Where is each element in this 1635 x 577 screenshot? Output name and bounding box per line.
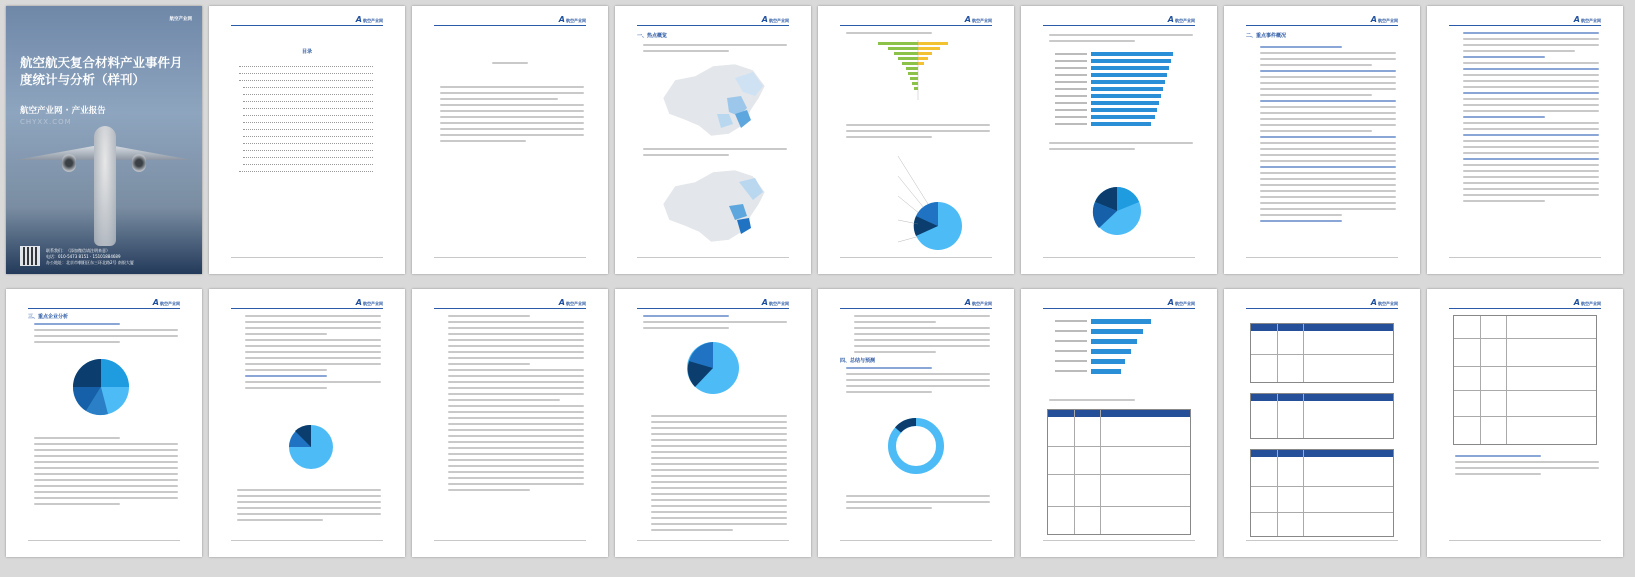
analysis-page-3[interactable] — [412, 289, 608, 557]
table-page-2[interactable] — [1224, 289, 1420, 557]
brand-logo: A航空产业网 — [355, 298, 383, 307]
cover-title: 航空航天复合材料产业事件月度统计与分析（样刊） — [20, 55, 183, 87]
events-table-3 — [1250, 393, 1394, 439]
section-events: 二、重点事件概况 — [1246, 33, 1287, 39]
airplane-fuselage — [94, 126, 116, 246]
brand-logo: A航空产业网 — [761, 15, 789, 24]
table-page-3[interactable] — [1427, 289, 1623, 557]
pie-chart-1 — [858, 146, 978, 256]
stats-page-1[interactable] — [818, 6, 1014, 274]
china-map-2 — [655, 164, 771, 246]
toc-title: 目录 — [301, 49, 312, 55]
cover-contact: 联系我们：（添加微信请注明来意） 电话：010-5473 8151 · 15101884689 办公地址：北京市朝阳区东三环北路2号 南银大厦 — [46, 248, 134, 265]
events-table-2 — [1250, 323, 1394, 383]
summary-page[interactable] — [818, 289, 1014, 557]
brand-logo: A航空产业网 — [964, 298, 992, 307]
section-overview: 一、热点概览 — [637, 33, 668, 39]
intro-page[interactable] — [412, 6, 608, 274]
brand-logo: A航空产业网 — [1573, 298, 1601, 307]
qr-code — [20, 246, 40, 266]
toc-page[interactable] — [209, 6, 405, 274]
section-analysis: 三、重点企业分析 — [28, 314, 69, 320]
engine-left — [62, 154, 76, 172]
brand-logo: A航空产业网 — [558, 15, 586, 24]
pie-chart-3 — [46, 347, 156, 427]
engine-right — [132, 154, 146, 172]
events-table-1 — [1047, 409, 1191, 535]
brand-logo: A航空产业网 — [355, 15, 383, 24]
china-map-1 — [655, 58, 771, 140]
overview-page[interactable] — [615, 6, 811, 274]
brand-logo: A航空产业网 — [1167, 298, 1195, 307]
cover-page[interactable] — [6, 6, 202, 274]
analysis-page-1[interactable] — [6, 289, 202, 557]
section-summary: 四、总结与预测 — [840, 358, 876, 364]
brand-logo: A航空产业网 — [1370, 15, 1398, 24]
brand-logo: A航空产业网 — [558, 298, 586, 307]
diverging-bar-chart — [848, 40, 988, 110]
events-table-4 — [1250, 449, 1394, 537]
analysis-page-2[interactable] — [209, 289, 405, 557]
brand-logo: A航空产业网 — [1573, 15, 1601, 24]
cover-subtitle: 航空产业网 · 产业报告 — [20, 106, 106, 116]
pie-chart-5 — [655, 333, 765, 403]
brand-logo: A航空产业网 — [964, 15, 992, 24]
donut-chart — [858, 411, 968, 481]
analysis-page-4[interactable] — [615, 289, 811, 557]
cover-watermark: CHYXX.COM — [20, 118, 72, 126]
pie-chart-4 — [259, 417, 359, 477]
brand-logo: A航空产业网 — [152, 298, 180, 307]
events-table-5 — [1453, 315, 1597, 445]
horizontal-bar-chart-1 — [1051, 50, 1201, 130]
pie-chart-2 — [1077, 176, 1157, 246]
horizontal-bar-chart-2 — [1051, 317, 1201, 377]
brand-logo: A航空产业网 — [1370, 298, 1398, 307]
brand-logo: A航空产业网 — [761, 298, 789, 307]
brand-logo: A航空产业网 — [1167, 15, 1195, 24]
events-page-1[interactable] — [1224, 6, 1420, 274]
events-page-2[interactable] — [1427, 6, 1623, 274]
cover-brand: 航空产业网 — [169, 17, 192, 22]
stats-page-2[interactable] — [1021, 6, 1217, 274]
table-page-1[interactable] — [1021, 289, 1217, 557]
